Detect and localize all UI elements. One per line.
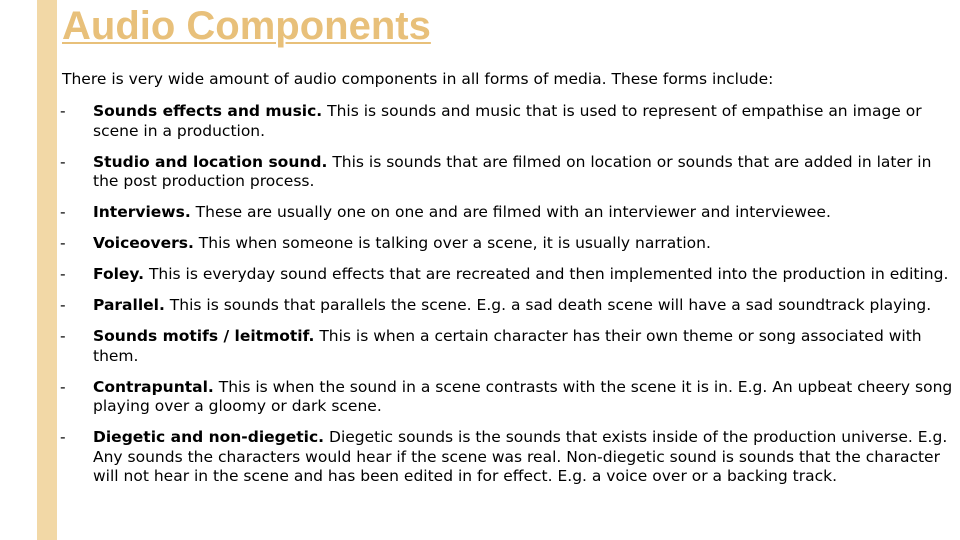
item-term: Studio and location sound. bbox=[93, 152, 328, 171]
list-item bbox=[58, 428, 958, 487]
bullet-dash: - bbox=[60, 296, 66, 314]
bullet-dash: - bbox=[60, 265, 66, 283]
item-text: This is when a certain character has their own theme or song associated with them. bbox=[93, 327, 922, 365]
list-item bbox=[58, 378, 958, 417]
item-term: Diegetic and non-diegetic. bbox=[93, 428, 325, 446]
item-term: Sounds effects and music. bbox=[93, 102, 323, 120]
bullet-dash: - bbox=[60, 327, 66, 345]
item-term: Foley. bbox=[93, 265, 145, 283]
intro-text: There is very wide amount of audio components in all forms of media. These forms include: bbox=[62, 70, 774, 88]
bullet-dash: - bbox=[60, 102, 66, 120]
item-text: These are usually one on one and are filmed with an interviewer and interviewee. bbox=[190, 203, 831, 221]
list-item bbox=[58, 296, 958, 316]
list-item bbox=[58, 327, 958, 366]
item-text: Diegetic sounds is the sounds that exists inside of the production universe. E.g. Any sounds the characters would hear if the scene was real. Non-diegetic sound is sounds that the character will not hear in the scene and has been edited in for effect. E.g. a voice over or a backing track. bbox=[93, 428, 948, 485]
item-term: Voiceovers. bbox=[93, 234, 194, 252]
accent-bar bbox=[37, 0, 57, 540]
list-item bbox=[58, 265, 958, 285]
bullet-dash: - bbox=[60, 428, 66, 446]
item-text: This is everyday sound effects that are recreated and then implemented into the production in editing. bbox=[144, 265, 949, 283]
components-list bbox=[58, 102, 958, 498]
list-item bbox=[58, 203, 958, 223]
item-text: This is when the sound in a scene contrasts with the scene it is in. E.g. An upbeat cheery song playing over a gloomy or dark scene. bbox=[93, 377, 953, 415]
item-term: Parallel. bbox=[93, 296, 165, 314]
item-term: Sounds motifs / leitmotif. bbox=[93, 327, 315, 345]
bullet-dash: - bbox=[60, 234, 66, 252]
item-text: This is sounds that are filmed on location or sounds that are added in later in the post production process. bbox=[93, 152, 932, 190]
bullet-dash: - bbox=[60, 377, 66, 396]
item-text: This when someone is talking over a scene, it is usually narration. bbox=[193, 234, 711, 252]
bullet-dash: - bbox=[60, 203, 66, 221]
bullet-dash: - bbox=[60, 152, 66, 171]
slide-title: Audio Components bbox=[62, 4, 431, 48]
item-term: Interviews. bbox=[93, 203, 191, 221]
item-term: Contrapuntal. bbox=[93, 377, 214, 396]
item-text: This is sounds and music that is used to represent of empathise an image or scene in a production. bbox=[93, 102, 922, 140]
item-text: This is sounds that parallels the scene. E.g. a sad death scene will have a sad soundtrack playing. bbox=[164, 296, 932, 314]
list-item bbox=[58, 153, 958, 192]
list-item bbox=[58, 102, 958, 141]
list-item bbox=[58, 234, 958, 254]
